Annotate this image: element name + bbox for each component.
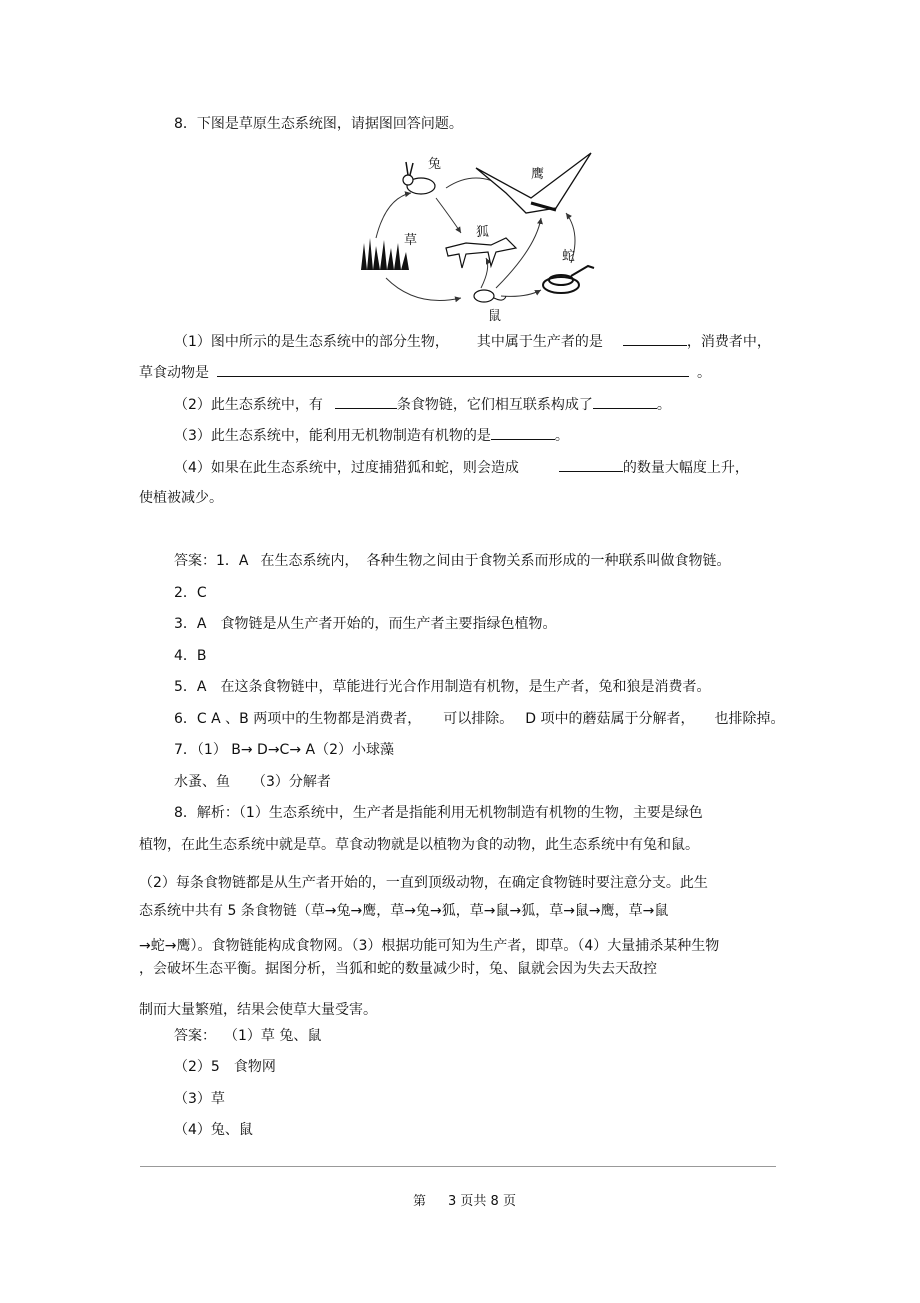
answer-8-line1: 8．解析：（1）生态系统中，生产者是指能利用无机物制造有机物的生物，主要是绿色	[174, 805, 703, 821]
food-web-diagram	[356, 148, 606, 323]
q4-part-a: （4）如果在此生态系统中，过度捕猎狐和蛇，则会造成	[174, 460, 519, 476]
q2-blank-count[interactable]	[335, 394, 397, 409]
q1-part-d: 草食动物是	[139, 365, 209, 381]
answer-1-label: 答案：1．A	[174, 553, 249, 569]
q4-blank[interactable]	[559, 457, 623, 472]
answer-7-c: （3）分解者	[252, 774, 331, 790]
q2-part-b: 条食物链，它们相互联系构成了	[396, 397, 593, 413]
q2-part-a: （2）此生态系统中，有	[174, 397, 323, 413]
q1-part-a: （1）图中所示的是生态系统中的部分生物，	[174, 334, 449, 350]
answer-1	[174, 551, 730, 571]
fox-icon	[446, 238, 516, 268]
answer-7-b: 水蚤、鱼	[174, 774, 230, 790]
answer-8-line6: ，会破坏生态平衡。据图分析，当狐和蛇的数量减少时，兔、鼠就会因为失去天敌控	[139, 961, 657, 977]
answer-1-text: 在生态系统内，	[260, 553, 359, 569]
answer-2: 2．C	[174, 585, 207, 601]
label-snake: 蛇	[562, 249, 576, 264]
answer-7b	[174, 772, 331, 792]
final-answer-3: （3）草	[174, 1091, 225, 1107]
q2-line	[174, 394, 671, 415]
answer-8-line3: （2）每条食物链都是从生产者开始的，一直到顶级动物，在确定食物链时要注意分支。此生	[139, 875, 708, 891]
answer-6-c: D 项中的蘑菇属于分解者，	[525, 711, 695, 727]
q4-part-b: 的数量大幅度上升，	[622, 460, 749, 476]
answer-8-line5: →蛇→鹰）。食物链能构成食物网。（3）根据功能可知为生产者，即草。（4）大量捕杀某种生物	[139, 938, 720, 954]
answer-3: 3．A 食物链是从生产者开始的，而生产者主要指绿色植物。	[174, 616, 557, 632]
q3-line	[174, 425, 569, 446]
eagle-icon	[476, 153, 591, 213]
q3-blank[interactable]	[491, 425, 555, 440]
answer-8-line4: 态系统中共有 5 条食物链（草→兔→鹰，草→兔→狐，草→鼠→狐，草→鼠→鹰，草→鼠	[139, 903, 669, 919]
q1-blank-producer[interactable]	[623, 331, 687, 346]
q2-end: 。	[656, 397, 671, 413]
answer-1-text2: 各种生物之间由于食物关系而形成的一种联系叫做食物链。	[366, 553, 731, 569]
q1-part-b: 其中属于生产者的是	[476, 334, 603, 350]
label-rabbit: 兔	[428, 157, 442, 172]
arrow-mouse-fox	[481, 258, 488, 288]
label-mouse: 鼠	[488, 309, 502, 323]
final-answer-2: （2）5 食物网	[174, 1059, 276, 1075]
q1-part-c: ，消费者中，	[686, 334, 771, 350]
q3-end: 。	[554, 428, 569, 444]
answer-8-line2: 植物，在此生态系统中就是草。草食动物就是以植物为食的动物，此生态系统中有兔和鼠。	[139, 837, 699, 853]
q1-end: 。	[697, 365, 711, 381]
arrow-rabbit-fox	[436, 198, 461, 233]
page-number-text: 3 页共 8 页	[448, 1194, 516, 1209]
q1-line2	[139, 362, 711, 383]
q3-part-a: （3）此生态系统中，能利用无机物制造有机物的是	[174, 428, 491, 444]
page-number-prefix: 第	[413, 1194, 427, 1209]
final-answer-1-text: （1）草 兔、鼠	[224, 1028, 322, 1044]
q4-line2: 使植被减少。	[139, 490, 223, 506]
answer-6-a: 6．C A 、B 两项中的生物都是消费者，	[174, 711, 422, 727]
final-answer-label: 答案：	[174, 1028, 216, 1044]
q1-blank-herbivore[interactable]	[217, 362, 689, 377]
answer-6-b: 可以排除。	[443, 711, 514, 727]
arrow-grass-rabbit	[376, 193, 411, 238]
answer-7a: 7．（1） B→ D→C→ A（2）小球藻	[174, 742, 395, 758]
answer-4: 4．B	[174, 648, 207, 664]
label-grass: 草	[404, 233, 418, 248]
arrow-mouse-snake	[501, 290, 541, 296]
question-title: 8．下图是草原生态系统图，请据图回答问题。	[174, 116, 463, 132]
snake-icon	[543, 266, 594, 293]
answer-5: 5．A 在这条食物链中，草能进行光合作用制造有机物，是生产者，兔和狼是消费者。	[174, 679, 711, 695]
answer-8-line7: 制而大量繁殖，结果会使草大量受害。	[139, 1002, 377, 1018]
final-answer-1	[174, 1026, 321, 1046]
footer-divider	[140, 1166, 776, 1167]
grass-icon	[361, 238, 409, 270]
q1-line	[174, 331, 771, 352]
answer-6	[174, 709, 784, 729]
arrow-mouse-eagle	[496, 218, 541, 288]
final-answer-4: （4）兔、鼠	[174, 1122, 253, 1138]
page-number	[413, 1192, 516, 1212]
label-fox: 狐	[476, 225, 490, 240]
answer-6-d: 也排除掉。	[714, 711, 785, 727]
arrow-grass-mouse	[386, 278, 461, 301]
q4-line	[174, 457, 749, 478]
label-eagle: 鹰	[531, 167, 545, 182]
q2-blank-web[interactable]	[593, 394, 657, 409]
